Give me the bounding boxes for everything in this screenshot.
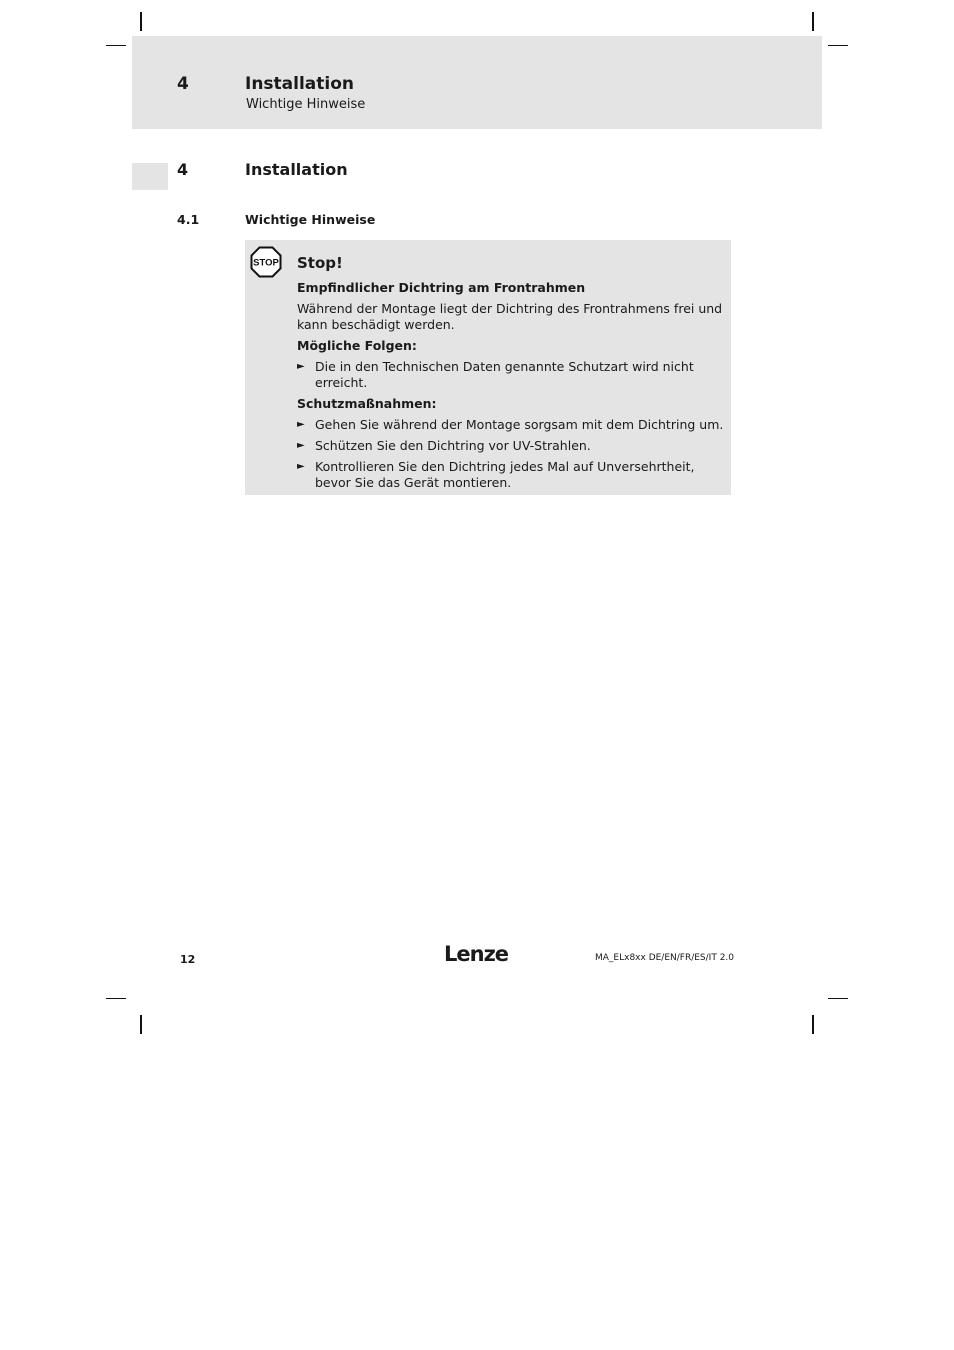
crop-mark bbox=[828, 998, 848, 999]
subsection-title: Wichtige Hinweise bbox=[245, 212, 376, 227]
list-item bbox=[297, 438, 729, 454]
bullet-arrow-icon: ► bbox=[297, 419, 305, 430]
measures-label: Schutzmaßnahmen: bbox=[297, 396, 437, 411]
chapter-tab-marker bbox=[132, 163, 168, 190]
notice-title: Stop! bbox=[297, 254, 343, 272]
subsection-number: 4.1 bbox=[177, 212, 200, 227]
page-number: 12 bbox=[180, 953, 196, 966]
bullet-arrow-icon: ► bbox=[297, 461, 305, 472]
list-item bbox=[297, 459, 729, 491]
header-chapter-title: Installation bbox=[245, 74, 355, 94]
notice-content bbox=[297, 253, 729, 496]
document-id: MA_ELx8xx DE/EN/FR/ES/IT 2.0 bbox=[595, 953, 735, 963]
bullet-arrow-icon: ► bbox=[297, 440, 305, 451]
header-chapter-number: 4 bbox=[177, 74, 189, 94]
list-item bbox=[297, 417, 729, 433]
section-number: 4 bbox=[177, 160, 189, 179]
list-item bbox=[297, 359, 729, 391]
notice-heading: Empfindlicher Dichtring am Frontrahmen bbox=[297, 280, 586, 295]
consequences-list bbox=[297, 359, 729, 391]
crop-mark bbox=[140, 12, 142, 31]
consequences-label: Mögliche Folgen: bbox=[297, 338, 417, 353]
crop-mark bbox=[812, 1015, 814, 1034]
page-header bbox=[132, 36, 822, 129]
stop-sign-label: STOP bbox=[253, 257, 279, 269]
measures-list bbox=[297, 417, 729, 491]
bullet-arrow-icon: ► bbox=[297, 361, 305, 372]
crop-mark bbox=[828, 45, 848, 46]
crop-mark bbox=[106, 998, 126, 999]
stop-sign-icon bbox=[250, 246, 282, 278]
list-item-text: Gehen Sie während der Montage sorgsam mit dem Dichtring um. bbox=[315, 417, 724, 432]
notice-text: Während der Montage liegt der Dichtring des Frontrahmens frei und kann beschädigt werden. bbox=[297, 301, 723, 332]
section-title: Installation bbox=[245, 160, 348, 179]
header-subtitle: Wichtige Hinweise bbox=[246, 97, 366, 112]
crop-mark bbox=[106, 45, 126, 46]
list-item-text: Schützen Sie den Dichtring vor UV-Strahlen. bbox=[315, 438, 591, 453]
crop-mark bbox=[812, 12, 814, 31]
list-item-text: Die in den Technischen Daten genannte Schutzart wird nicht erreicht. bbox=[315, 359, 694, 390]
lenze-logo: Lenze bbox=[444, 942, 509, 966]
list-item-text: Kontrollieren Sie den Dichtring jedes Mal auf Unversehrtheit, bevor Sie das Gerät montieren. bbox=[315, 459, 695, 490]
crop-mark bbox=[140, 1015, 142, 1034]
